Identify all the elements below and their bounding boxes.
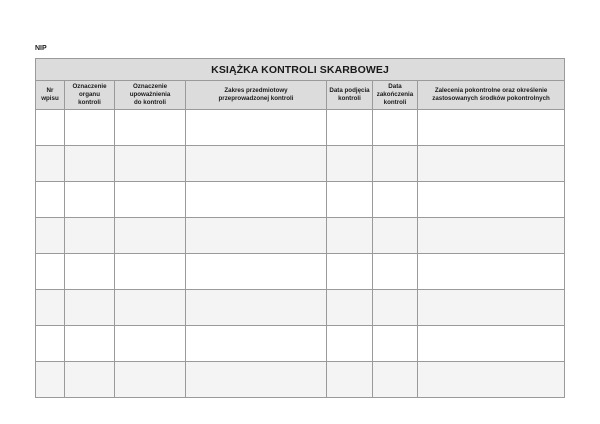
table-cell[interactable] [327, 110, 373, 146]
table-cell[interactable] [327, 146, 373, 182]
table-cell[interactable] [327, 254, 373, 290]
table-cell[interactable] [418, 182, 565, 218]
table-row [36, 326, 565, 362]
table-cell[interactable] [327, 326, 373, 362]
table-cell[interactable] [418, 110, 565, 146]
table-cell[interactable] [186, 182, 327, 218]
table-row [36, 290, 565, 326]
table-cell[interactable] [115, 218, 186, 254]
table-cell[interactable] [65, 290, 115, 326]
table-cell[interactable] [373, 182, 418, 218]
table-cell[interactable] [65, 326, 115, 362]
table-cell[interactable] [115, 182, 186, 218]
table-cell[interactable] [186, 290, 327, 326]
table-cell[interactable] [65, 146, 115, 182]
header-authority: Oznaczenie organu kontroli [65, 81, 115, 110]
table-cell[interactable] [65, 362, 115, 398]
column-header-row [36, 81, 565, 110]
table-cell[interactable] [373, 290, 418, 326]
table-row [36, 254, 565, 290]
table-cell[interactable] [65, 218, 115, 254]
table-cell[interactable] [115, 326, 186, 362]
table-row [36, 110, 565, 146]
header-end-date: Data zakończenia kontroli [373, 81, 418, 110]
table-cell[interactable] [418, 146, 565, 182]
table-cell[interactable] [418, 362, 565, 398]
table-cell[interactable] [115, 254, 186, 290]
control-ledger-table [35, 58, 565, 398]
table-cell[interactable] [373, 326, 418, 362]
table-cell[interactable] [186, 218, 327, 254]
table-cell[interactable] [418, 254, 565, 290]
table-cell[interactable] [186, 146, 327, 182]
ledger-body [36, 110, 565, 398]
table-cell[interactable] [36, 218, 65, 254]
table-cell[interactable] [373, 146, 418, 182]
table-cell[interactable] [115, 290, 186, 326]
table-cell[interactable] [36, 290, 65, 326]
table-cell[interactable] [373, 110, 418, 146]
table-cell[interactable] [36, 182, 65, 218]
header-recommendations: Zalecenia pokontrolne oraz określenie zastosowanych środków pokontrolnych [418, 81, 565, 110]
table-cell[interactable] [186, 326, 327, 362]
table-cell[interactable] [36, 254, 65, 290]
table-cell[interactable] [65, 254, 115, 290]
header-scope: Zakres przedmiotowy przeprowadzonej kontroli [186, 81, 327, 110]
header-start-date: Data podjęcia kontroli [327, 81, 373, 110]
table-cell[interactable] [36, 146, 65, 182]
table-cell[interactable] [327, 182, 373, 218]
table-cell[interactable] [373, 218, 418, 254]
table-cell[interactable] [115, 110, 186, 146]
table-cell[interactable] [373, 362, 418, 398]
table-cell[interactable] [327, 218, 373, 254]
table-cell[interactable] [418, 326, 565, 362]
table-row [36, 146, 565, 182]
table-row [36, 218, 565, 254]
table-cell[interactable] [327, 290, 373, 326]
nip-label: NIP [35, 45, 47, 52]
table-cell[interactable] [186, 110, 327, 146]
table-cell[interactable] [186, 362, 327, 398]
table-cell[interactable] [373, 254, 418, 290]
table-cell[interactable] [186, 254, 327, 290]
ledger-title: KSIĄŻKA KONTROLI SKARBOWEJ [36, 59, 565, 81]
table-row [36, 182, 565, 218]
table-cell[interactable] [327, 362, 373, 398]
table-cell[interactable] [418, 290, 565, 326]
table-row [36, 362, 565, 398]
table-cell[interactable] [115, 362, 186, 398]
table-cell[interactable] [36, 362, 65, 398]
table-cell[interactable] [36, 110, 65, 146]
header-entry-number: Nr wpisu [36, 81, 65, 110]
table-cell[interactable] [65, 182, 115, 218]
table-cell[interactable] [36, 326, 65, 362]
table-cell[interactable] [115, 146, 186, 182]
table-cell[interactable] [418, 218, 565, 254]
table-cell[interactable] [65, 110, 115, 146]
header-authorization: Oznaczenie upoważnienia do kontroli [115, 81, 186, 110]
